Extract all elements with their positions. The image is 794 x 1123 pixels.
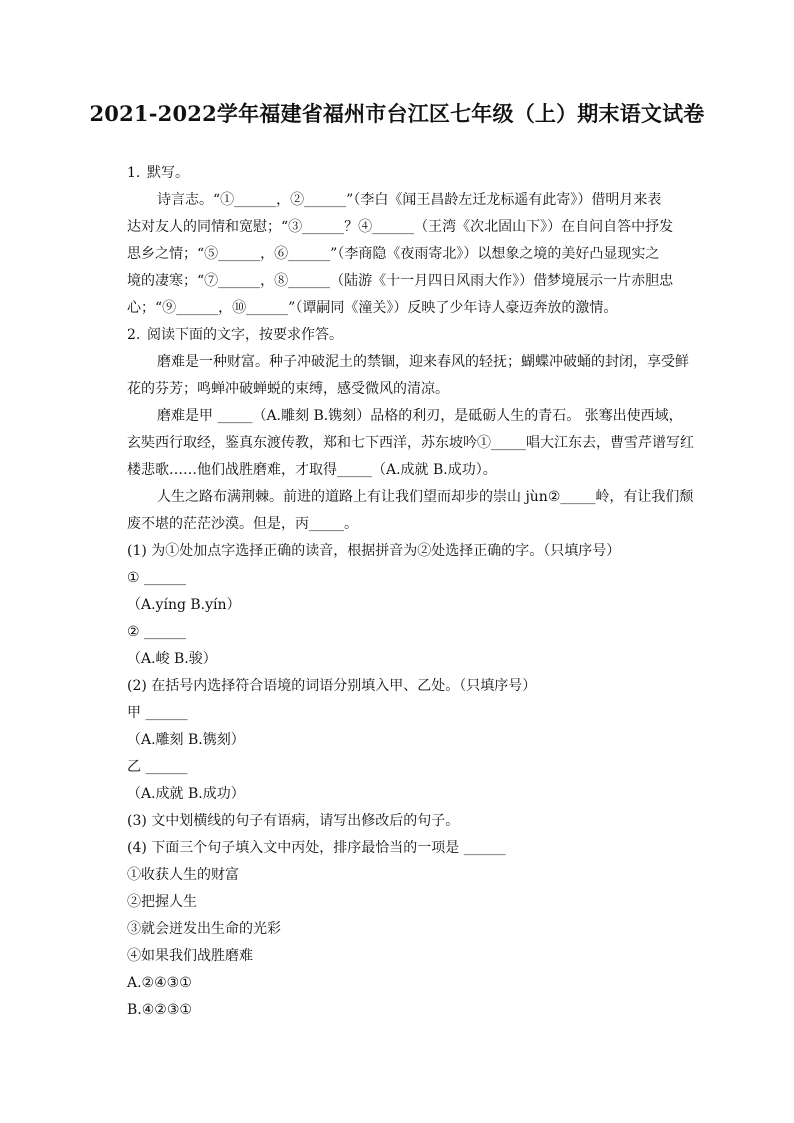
options-yi: （A.成就 B.成功）: [127, 786, 245, 802]
passage-line-3: 磨难是甲 _____（A.雕刻 B.镌刻）品格的利刃，是砥砺人生的青石。 张骞出使西域，: [157, 408, 683, 424]
q1-heading: [127, 160, 672, 187]
passage-line-6: 人生之路布满荆棘。前进的道路上有让我们望而却步的崇山 jùn②_____岭，有让我们颓: [157, 489, 694, 505]
exam-content: [127, 160, 694, 1024]
q1-line-1: 诗言志。“①______，②______”（李白《闻王昌龄左迁龙标遥有此寄》）借明月来表: [157, 192, 662, 208]
options-1: （A.yíng B.yín）: [127, 597, 241, 613]
sentence-3: ③就会迸发出生命的光彩: [127, 921, 281, 937]
sub-question-2: (2) 在括号内选择符合语境的词语分别填入甲、乙处。（只填序号）: [127, 678, 537, 694]
options-2: （A.峻 B.骏）: [127, 651, 217, 667]
sub-question-3: (3) 文中划横线的句子有语病，请写出修改后的句子。: [127, 813, 460, 829]
passage-line-1: 磨难是一种财富。种子冲破泥土的禁锢，迎来春风的轻抚；蝴蝶冲破蛹的封闭，享受鲜: [157, 354, 689, 370]
sentence-1: ①收获人生的财富: [127, 867, 239, 883]
passage-line-4: 玄奘西行取经，鉴真东渡传教，郑和七下西洋，苏东坡吟①_____唱大江东去，曹雪芹谱写红: [127, 435, 694, 451]
answer-blank-2[interactable]: ② ______: [127, 624, 187, 640]
passage-line-5: 楼悲歌……他们战胜磨难，才取得_____（A.成就 B.成功）。: [127, 462, 497, 478]
sub-question-1: (1) 为①处加点字选择正确的读音，根据拼音为②处选择正确的字。（只填序号）: [127, 543, 621, 559]
exam-title: 2021-2022学年福建省福州市台江区七年级（上）期末语文试卷: [89, 101, 705, 126]
options-jia: （A.雕刻 B.镌刻）: [127, 732, 245, 748]
sentence-2: ②把握人生: [127, 894, 197, 910]
q1-line-2: 达对友人的同情和宽慰；“③______？④______（王湾《次北固山下》）在自问自答中抒发: [127, 219, 674, 235]
q1-number: 1.: [127, 165, 141, 181]
sub-question-4: (4) 下面三个句子填入文中丙处，排序最恰当的一项是 ______: [127, 840, 506, 856]
q1-line-5: 心；“⑨______，⑩______”（谭嗣同《潼关》）反映了少年诗人豪迈奔放的激情。: [127, 300, 618, 316]
q1-line-3: 思乡之情；“⑤______，⑥______”（李商隐《夜雨寄北》）以想象之境的美好凸显现实之: [127, 246, 660, 262]
passage-line-7: 废不堪的茫茫沙漠。但是，丙_____。: [127, 516, 358, 532]
q2-heading: [127, 322, 672, 349]
answer-blank-1[interactable]: ① ______: [127, 570, 187, 586]
sentence-4: ④如果我们战胜磨难: [127, 948, 253, 964]
q2-number: 2.: [127, 327, 141, 343]
q2-heading-text: 阅读下面的文字，按要求作答。: [147, 327, 343, 343]
answer-blank-jia[interactable]: 甲 ______: [127, 705, 188, 721]
q1-heading-text: 默写。: [147, 165, 189, 181]
passage-line-2: 花的芬芳；鸣蝉冲破蝉蜕的束缚，感受微风的清凉。: [127, 381, 449, 397]
answer-blank-yi[interactable]: 乙 ______: [127, 759, 188, 775]
choice-b[interactable]: B.④②③①: [127, 1002, 192, 1018]
choice-a[interactable]: A.②④③①: [127, 975, 192, 991]
q1-line-4: 境的凄寒；“⑦______，⑧______（陆游《十一月四日风雨大作》）借梦境展示一片赤胆忠: [127, 273, 674, 289]
